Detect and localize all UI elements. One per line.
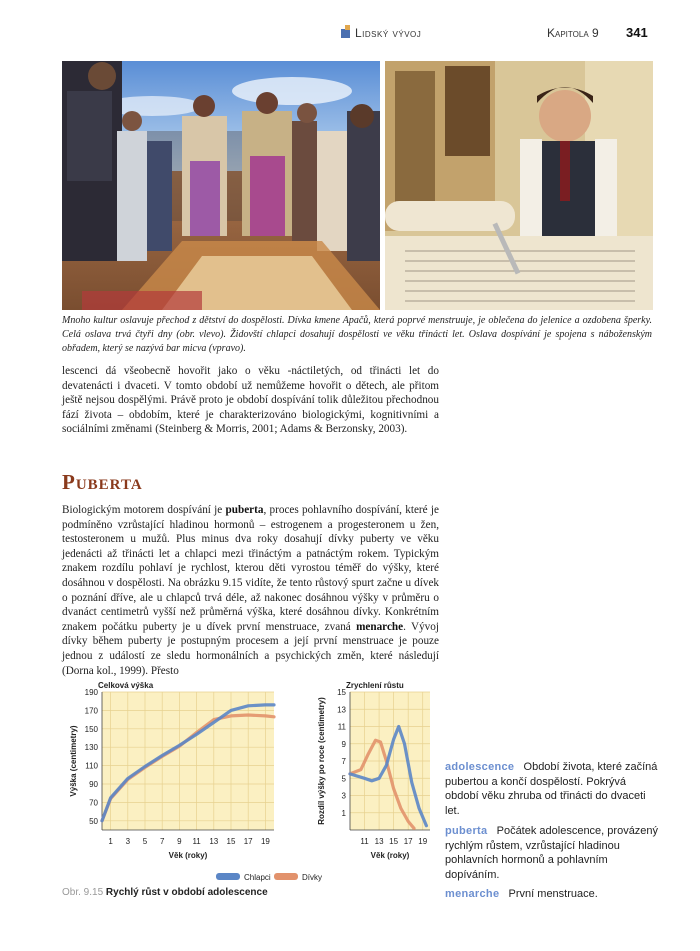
x-axis-label: Věk (roky) [168,851,208,860]
body-text-2: , proces pohlavního dospívání, které je podmíněno vzrůstající hladinou hormonů – estrogenem a progesteronem u žen, testosteronem u mužů. Plus minus dva roky dosahují dívky puberty ve věku jedenácti až třinácti let a chlapci mezi třináctým a patnáctým rokem. Typickým znakem rozdílu pohlaví je rychlost, kterou děti vyrostou téměř do výšky, které dosáhnou v dospělosti. Na obrázku 9.15 vidíte, že tento růstový spurt začne u dívek o poznání dříve, ale u chlapců trvá déle, až nakonec dosáhnou výšky v průměru o dvanáct centimetrů vyšší než průměrná výška, které dosáhnou dívky. Konkrétním znakem počátku puberty je u dívek první menstruace, zvaná [62,504,439,633]
section-square-accent-icon [345,25,350,30]
body-text-1: Biologickým motorem dospívání je [62,504,226,516]
x-tick-label: 15 [226,837,236,846]
section-square-icon [341,29,350,38]
x-tick-label: 3 [125,837,131,846]
figure-number: Obr. 9.15 [62,887,104,898]
y-tick-label: 15 [337,688,346,697]
legend-swatch-girls [274,873,298,880]
glossary-term: adolescence [445,761,515,773]
term-puberta: puberta [225,504,264,516]
running-header-chapter: Kapitola 9 [547,26,599,40]
page-number: 341 [626,25,648,40]
glossary-menarche [445,887,660,902]
photo-apache-ceremony [62,61,380,310]
photo-caption: Mnoho kultur oslavuje přechod z dětství do dospělosti. Dívka kmene Apačů, která poprvé menstruuje, je oblečena do jelenice a ozdobena šperky. Celá oslava trvá čtyři dny (obr. vlevo). Židovští chlapci dosahují dospělosti ve věku třinácti let. Oslava dospívání je spojena s náboženským obřadem, který se nazývá bar micva (vpravo). [62,315,652,354]
running-header-section: Lidský vývoj [355,26,422,40]
total-height-chart [69,681,274,860]
legend-label-girls: Dívky [302,873,322,882]
glossary-term: menarche [445,888,500,900]
y-tick-label: 50 [89,816,98,826]
section-heading: Puberta [62,470,143,494]
y-tick-label: 150 [84,724,98,734]
x-tick-label: 1 [108,837,113,846]
y-tick-label: 70 [89,798,98,808]
x-tick-label: 7 [159,837,165,846]
y-tick-label: 9 [341,739,346,749]
x-tick-label: 19 [418,837,428,846]
y-tick-label: 3 [341,791,346,801]
y-tick-label: 190 [84,688,98,697]
legend-swatch-boys [216,873,240,880]
x-tick-label: 13 [374,837,384,846]
chart-title: Celková výška [98,681,154,690]
photo-bar-mitzvah [385,61,653,310]
y-tick-label: 7 [341,757,346,766]
x-tick-label: 11 [192,837,201,846]
growth-rate-chart [317,681,430,860]
y-tick-label: 13 [337,705,346,715]
term-menarche: menarche [356,620,404,633]
x-tick-label: 19 [260,837,270,846]
body-text-3: . Vývoj dívky během puberty je postupným procesem a její první menstruace je pouze jednou z událostí ze sledu hormonálních a psychických změn, které následují (Dorna kol., 1999). Přesto [62,620,439,677]
x-tick-label: 17 [243,837,253,846]
glossary-adolescence [445,760,660,818]
x-tick-label: 9 [177,837,182,846]
x-axis-label: Věk (roky) [370,851,410,860]
legend-label-boys: Chlapci [244,873,271,882]
figure-caption [62,887,268,898]
x-tick-label: 11 [360,837,369,846]
y-tick-label: 1 [341,808,346,818]
y-tick-label: 170 [84,706,98,716]
glossary-puberta [445,824,660,882]
body-paragraph [62,503,439,678]
x-tick-label: 17 [403,837,413,846]
intro-paragraph: lescenci dá všeobecně hovořit jako o věku -náctiletých, od třinácti let do devatenácti i dvaceti. V tomto období už nemůžeme hovořit o dětech, ale přitom ještě nejsou dospělými. Právě proto je období dospívání tolik důležitou přechodnou fází života – obdobím, které je charakterizováno biologickými, kognitivními a sociálními změnami (Steinberg & Morris, 2001; Adams & Berzonsky, 2003). [62,365,439,436]
y-tick-label: 90 [89,780,98,789]
y-tick-label: 110 [85,761,98,771]
x-tick-label: 5 [142,837,148,846]
x-tick-label: 13 [209,837,219,846]
glossary-definition: První menstruace. [508,888,598,900]
chart-legend [216,873,322,882]
glossary-definition: Počátek adolescence, provázený rychlým růstem, vzrůstající hladinou pohlavních hormonů a pohlavním dopíváním. [445,825,659,881]
x-tick-label: 15 [389,837,399,846]
figure-title: Rychlý růst v období adolescence [105,887,268,898]
glossary-definition: Období života, které začíná pubertou a končí dospělostí. Pokrývá období věku zhruba od třinácti do dvaceti let. [445,761,658,817]
y-tick-label: 11 [337,722,346,732]
growth-charts [62,680,442,885]
glossary-term: puberta [445,825,488,837]
y-tick-label: 5 [341,774,346,784]
y-axis-label: Rozdíl výšky po roce (centimetry) [317,697,326,825]
y-tick-label: 130 [84,743,98,753]
y-axis-label: Výška (centimetry) [69,725,78,797]
chart-title: Zrychlení růstu [346,681,404,690]
